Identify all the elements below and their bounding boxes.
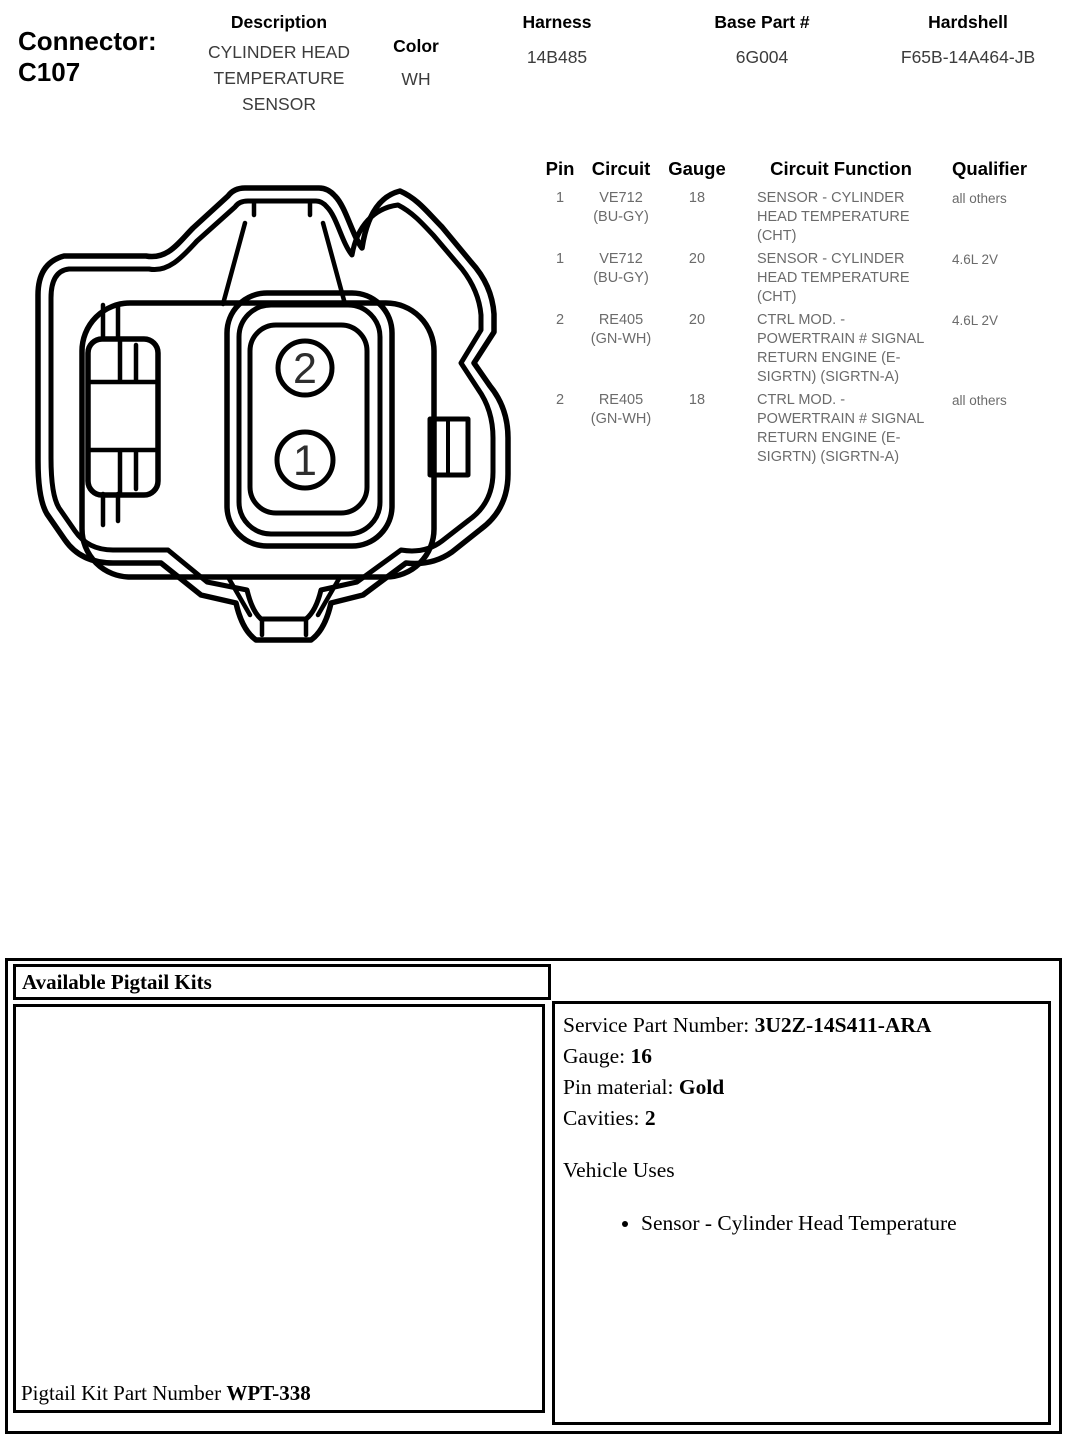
pin-table-row bbox=[540, 189, 1062, 246]
pin-table-row bbox=[540, 250, 1062, 307]
connector-id: C107 bbox=[18, 57, 81, 87]
harness-column bbox=[492, 12, 622, 70]
description-value: CYLINDER HEAD TEMPERATURE SENSOR bbox=[208, 42, 350, 114]
circuit-wire-color: (GN-WH) bbox=[590, 411, 652, 427]
pin-1-number: 1 bbox=[293, 437, 317, 485]
cavities-line bbox=[563, 1103, 1048, 1134]
gauge-cell: 18 bbox=[688, 392, 706, 408]
service-info-cell bbox=[552, 1001, 1051, 1425]
pin-table-header bbox=[540, 158, 1062, 180]
circuit-cell bbox=[580, 189, 662, 246]
color-label: Color bbox=[393, 36, 439, 56]
description-label: Description bbox=[230, 12, 328, 32]
col-header-circuit-function: Circuit Function bbox=[770, 158, 912, 179]
pin-material-value: Gold bbox=[678, 1075, 725, 1099]
harness-label: Harness bbox=[522, 12, 592, 32]
description-column bbox=[188, 12, 370, 117]
gauge-value: 16 bbox=[630, 1044, 652, 1068]
hardshell-value: F65B-14A464-JB bbox=[900, 47, 1036, 67]
circuit-id: RE405 bbox=[598, 312, 644, 328]
pin-cell: 1 bbox=[555, 190, 565, 206]
pin-cell: 1 bbox=[555, 251, 565, 267]
pin-table-row bbox=[540, 391, 1062, 467]
gauge-cell: 20 bbox=[688, 312, 706, 328]
gauge-line bbox=[563, 1041, 1048, 1072]
circuit-id: VE712 bbox=[599, 190, 643, 206]
circuit-wire-color: (GN-WH) bbox=[590, 331, 652, 347]
connector-title bbox=[18, 26, 157, 88]
hardshell-column bbox=[878, 12, 1058, 70]
vehicle-uses-title: Vehicle Uses bbox=[563, 1158, 675, 1182]
pigtail-kits-cell bbox=[13, 1004, 545, 1413]
circuit-wire-color: (BU-GY) bbox=[593, 209, 649, 225]
circuit-function-cell: SENSOR - CYLINDER HEAD TEMPERATURE (CHT) bbox=[757, 190, 910, 244]
connector-face-diagram bbox=[22, 163, 522, 673]
pin-cell: 2 bbox=[555, 392, 565, 408]
col-header-pin: Pin bbox=[545, 158, 575, 179]
gauge-label: Gauge: bbox=[563, 1044, 631, 1068]
qualifier-cell: 4.6L 2V bbox=[952, 252, 999, 267]
pigtail-kits-title: Available Pigtail Kits bbox=[22, 970, 212, 994]
cavities-value: 2 bbox=[644, 1106, 656, 1130]
pigtail-part-number-label: Pigtail Kit Part Number bbox=[21, 1381, 227, 1405]
vehicle-use-item: • Sensor - Cylinder Head Temperature bbox=[641, 1208, 1048, 1238]
base-part-label: Base Part # bbox=[714, 12, 810, 32]
color-column bbox=[378, 36, 454, 92]
cavities-label: Cavities: bbox=[563, 1106, 645, 1130]
service-part-number-label: Service Part Number: bbox=[563, 1013, 755, 1037]
connector-label: Connector: bbox=[18, 26, 157, 56]
service-part-number-line bbox=[563, 1010, 1048, 1041]
base-part-column bbox=[698, 12, 826, 70]
circuit-cell bbox=[580, 391, 662, 467]
qualifier-cell: all others bbox=[952, 191, 1007, 206]
pin-material-label: Pin material: bbox=[563, 1075, 679, 1099]
pin-table bbox=[540, 158, 1062, 471]
circuit-wire-color: (BU-GY) bbox=[593, 270, 649, 286]
qualifier-cell: all others bbox=[952, 393, 1007, 408]
pigtail-part-number-line bbox=[21, 1381, 311, 1406]
top-tab-detail bbox=[223, 201, 345, 304]
circuit-cell bbox=[580, 250, 662, 307]
pin-cell: 2 bbox=[555, 312, 565, 328]
hardshell-label: Hardshell bbox=[928, 12, 1008, 32]
circuit-id: VE712 bbox=[599, 251, 643, 267]
gauge-cell: 18 bbox=[688, 190, 706, 206]
gauge-cell: 20 bbox=[688, 251, 706, 267]
col-header-gauge: Gauge bbox=[668, 158, 726, 179]
circuit-function-cell: CTRL MOD. - POWERTRAIN # SIGNAL RETURN ENGINE (E-SIGRTN) (SIGRTN-A) bbox=[757, 312, 924, 385]
pin-table-body bbox=[540, 189, 1062, 467]
latch-detail bbox=[88, 339, 158, 495]
circuit-cell bbox=[580, 311, 662, 387]
pigtail-part-number-value: WPT-338 bbox=[226, 1381, 311, 1405]
pin-table-row bbox=[540, 311, 1062, 387]
pin-material-line bbox=[563, 1072, 1048, 1103]
service-part-number-value: 3U2Z-14S411-ARA bbox=[754, 1013, 932, 1037]
circuit-id: RE405 bbox=[598, 392, 644, 408]
base-part-value: 6G004 bbox=[735, 47, 789, 67]
col-header-circuit: Circuit bbox=[591, 158, 651, 179]
latch-body bbox=[88, 339, 158, 495]
harness-value: 14B485 bbox=[526, 47, 588, 67]
pigtail-kits-header-cell bbox=[13, 964, 551, 1000]
circuit-function-cell: SENSOR - CYLINDER HEAD TEMPERATURE (CHT) bbox=[757, 251, 910, 305]
col-header-qualifier: Qualifier bbox=[952, 158, 1028, 179]
vehicle-uses-list bbox=[563, 1208, 1048, 1238]
qualifier-cell: 4.6L 2V bbox=[952, 313, 999, 328]
circuit-function-cell: CTRL MOD. - POWERTRAIN # SIGNAL RETURN ENGINE (E-SIGRTN) (SIGRTN-A) bbox=[757, 392, 924, 465]
color-value: WH bbox=[401, 69, 431, 89]
pin-2-number: 2 bbox=[293, 345, 317, 393]
